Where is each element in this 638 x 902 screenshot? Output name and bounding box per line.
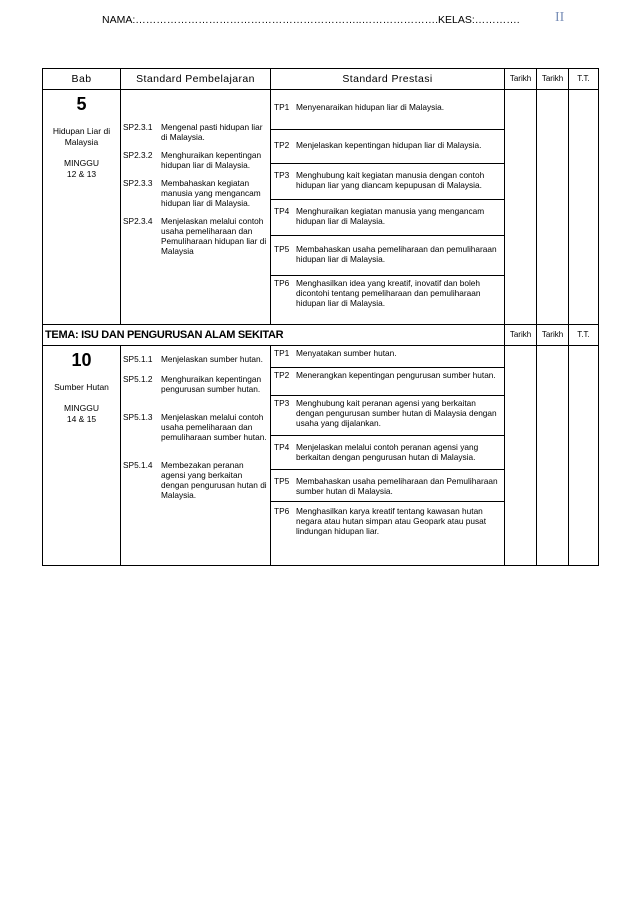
tt-cell[interactable] xyxy=(569,346,599,566)
sp-text: Membahaskan kegiatan manusia yang mengancam hidupan liar di Malaysia. xyxy=(161,178,261,208)
minggu-weeks: 14 & 15 xyxy=(66,414,97,424)
tp-item xyxy=(271,200,504,236)
sp-text: Menjelaskan sumber hutan. xyxy=(161,354,263,364)
tp-code: TP4 xyxy=(274,442,290,452)
syllabus-table xyxy=(42,68,599,566)
bab-number: 5 xyxy=(76,94,87,114)
tp-code: TP1 xyxy=(274,348,290,358)
tp-item xyxy=(271,236,504,276)
tarikh-2-cell[interactable] xyxy=(537,346,569,566)
sp-code: SP5.1.3 xyxy=(123,412,153,422)
bab-title: Hidupan Liar di Malaysia xyxy=(52,126,111,147)
tp-text: Menyatakan sumber hutan. xyxy=(296,348,397,358)
tp-item xyxy=(271,90,504,130)
sp-code: SP2.3.2 xyxy=(123,150,153,160)
tp-cell xyxy=(271,90,505,325)
tt-cell[interactable] xyxy=(569,90,599,325)
tp-item xyxy=(271,130,504,164)
sp-item xyxy=(123,354,268,364)
tarikh-1-cell[interactable] xyxy=(505,346,537,566)
tp-item xyxy=(271,346,504,368)
sp-code: SP2.3.1 xyxy=(123,122,153,132)
sp-text: Menjelaskan melalui contoh usaha pemeliharaan dan pemuliharaan sumber hutan. xyxy=(161,412,267,442)
tema-tarikh-1: Tarikh xyxy=(505,325,537,346)
sp-item xyxy=(123,150,268,170)
tp-code: TP6 xyxy=(274,278,290,288)
tp-code: TP3 xyxy=(274,398,290,408)
tp-item xyxy=(271,396,504,436)
tp-code: TP5 xyxy=(274,244,290,254)
table-row xyxy=(43,346,599,566)
sp-cell xyxy=(121,346,271,566)
sp-text: Mengenal pasti hidupan liar di Malaysia. xyxy=(161,122,263,142)
tp-text: Menghasilkan idea yang kreatif, inovatif dan boleh dicontohi tentang pemeliharaan dan pemuliharaan hidupan liar di Malaysia. xyxy=(296,278,481,308)
minggu-label: MINGGU xyxy=(64,158,99,168)
tp-item xyxy=(271,470,504,502)
tp-text: Menjelaskan kepentingan hidupan liar di Malaysia. xyxy=(296,140,482,150)
tp-text: Membahaskan usaha pemeliharaan dan pemuliharaan hidupan liar di Malaysia. xyxy=(296,244,497,264)
sp-text: Membezakan peranan agensi yang berkaitan dengan pengurusan hutan di Malaysia. xyxy=(161,460,267,500)
tema-tt: T.T. xyxy=(569,325,599,346)
bab-cell xyxy=(43,90,121,325)
sp-cell xyxy=(121,90,271,325)
header-tt: T.T. xyxy=(569,69,599,90)
tp-cell xyxy=(271,346,505,566)
sp-item xyxy=(123,178,268,208)
sp-item xyxy=(123,412,268,442)
header-tp: Standard Prestasi xyxy=(271,69,505,90)
tp-text: Menerangkan kepentingan pengurusan sumber hutan. xyxy=(296,370,496,380)
tp-code: TP2 xyxy=(274,370,290,380)
sp-item xyxy=(123,460,268,500)
bab-number: 10 xyxy=(71,350,92,370)
tp-code: TP6 xyxy=(274,506,290,516)
sp-code: SP5.1.1 xyxy=(123,354,153,364)
tp-text: Menyenaraikan hidupan liar di Malaysia. xyxy=(296,102,445,112)
tp-item xyxy=(271,436,504,470)
sp-item xyxy=(123,374,268,394)
page-number: II xyxy=(555,10,565,25)
tp-item xyxy=(271,502,504,552)
sp-text: Menghuraikan kepentingan pengurusan sumber hutan. xyxy=(161,374,262,394)
tp-item xyxy=(271,164,504,200)
sp-item xyxy=(123,216,268,256)
tp-text: Menghuraikan kegiatan manusia yang mengancam hidupan liar di Malaysia. xyxy=(296,206,485,226)
tp-code: TP1 xyxy=(274,102,290,112)
tema-title: TEMA: ISU DAN PENGURUSAN ALAM SEKITAR xyxy=(43,325,505,346)
header-bab: Bab xyxy=(43,69,121,90)
header-tarikh-2: Tarikh xyxy=(537,69,569,90)
sp-code: SP5.1.4 xyxy=(123,460,153,470)
tema-row xyxy=(43,325,599,346)
tp-code: TP5 xyxy=(274,476,290,486)
sp-code: SP5.1.2 xyxy=(123,374,153,384)
tp-text: Menghubung kait kegiatan manusia dengan contoh hidupan liar yang diancam kepupusan di Malaysia. xyxy=(296,170,485,190)
tema-tarikh-2: Tarikh xyxy=(537,325,569,346)
sp-code: SP2.3.4 xyxy=(123,216,153,226)
minggu-label: MINGGU xyxy=(64,403,99,413)
tp-item xyxy=(271,276,504,318)
tp-code: TP3 xyxy=(274,170,290,180)
header-sp: Standard Pembelajaran xyxy=(121,69,271,90)
minggu-weeks: 12 & 13 xyxy=(66,169,97,179)
tp-text: Menghubung kait peranan agensi yang berkaitan dengan pengurusan sumber hutan di Malaysia dengan usaha yang dijalankan. xyxy=(296,398,497,428)
sp-text: Menghuraikan kepentingan hidupan liar di Malaysia. xyxy=(161,150,262,170)
name-class-line: NAMA:………………………………………………………..………………….KELAS:…………. xyxy=(102,14,520,26)
tp-item xyxy=(271,368,504,396)
tp-code: TP4 xyxy=(274,206,290,216)
header-tarikh-1: Tarikh xyxy=(505,69,537,90)
tp-code: TP2 xyxy=(274,140,290,150)
table-row xyxy=(43,90,599,325)
tarikh-1-cell[interactable] xyxy=(505,90,537,325)
sp-text: Menjelaskan melalui contoh usaha pemeliharaan dan Pemuliharaan hidupan liar di Malaysia xyxy=(161,216,267,256)
tp-text: Membahaskan usaha pemeliharaan dan Pemuliharaan sumber hutan di Malaysia. xyxy=(296,476,498,496)
sp-item xyxy=(123,122,268,142)
tp-text: Menjelaskan melalui contoh peranan agensi yang berkaitan dengan pengurusan hutan di Malaysia. xyxy=(296,442,479,462)
tp-text: Menghasilkan karya kreatif tentang kawasan hutan negara atau hutan simpan atau Geopark atau pusat lindungan hidupan liar. xyxy=(296,506,487,536)
bab-cell xyxy=(43,346,121,566)
bab-title: Sumber Hutan xyxy=(54,382,109,392)
sp-code: SP2.3.3 xyxy=(123,178,153,188)
tarikh-2-cell[interactable] xyxy=(537,90,569,325)
header-row xyxy=(43,69,599,90)
